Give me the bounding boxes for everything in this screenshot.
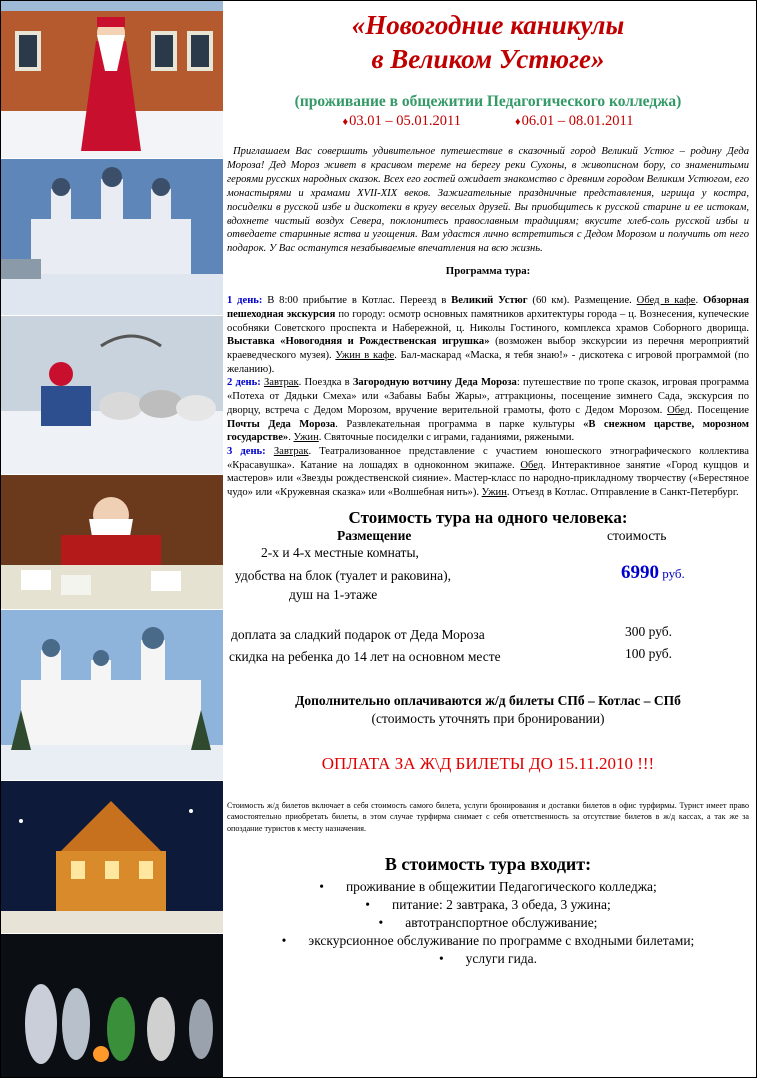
day-3-meal: Обед — [520, 459, 544, 471]
day-1-label: 1 день: — [227, 295, 263, 307]
day-3-meal: Завтрак — [273, 445, 309, 457]
additional-costs — [227, 692, 749, 728]
tour-subtitle: (проживание в общежитии Педагогического колледжа) — [294, 93, 682, 110]
day-1-text: (60 км). Размещение. — [527, 295, 637, 307]
day-3-label: 3 день: — [227, 445, 266, 457]
payment-deadline-notice: ОПЛАТА ЗА Ж\Д БИЛЕТЫ ДО 15.11.2010 !!! — [321, 753, 655, 773]
price-col-cost: стоимость — [607, 527, 667, 543]
day-1-meal: Ужин в кафе — [335, 350, 395, 362]
day-2-text: . — [288, 432, 294, 444]
day-1-highlight: Великий Устюг — [451, 295, 528, 307]
day-1-meal: Обед в кафе — [636, 295, 696, 307]
room-price-value: 6990 — [621, 561, 659, 583]
included-item: • услуги гида. — [227, 950, 749, 968]
tour-date-1: ♦ 03.01 – 05.01.2011 — [343, 113, 461, 130]
program-day-2 — [227, 376, 749, 445]
included-list — [227, 878, 749, 968]
extra-gift-label: доплата за сладкий подарок от Деда Мороза — [231, 626, 485, 642]
day-2-label: 2 день: — [227, 377, 261, 389]
room-price — [621, 562, 685, 584]
child-discount-price: 100 руб. — [625, 645, 673, 661]
day-2-highlight: «В снежном царстве, морозном государстве» — [227, 418, 749, 444]
day-1-highlight: Обзорная пешеходная экскурсия — [227, 295, 750, 320]
tour-dates — [227, 113, 749, 130]
ded-moroz-letters-photo — [1, 475, 223, 609]
additional-costs-line-1: Дополнительно оплачиваются ж/д билеты СПб – Котлас – СПб — [295, 692, 681, 708]
night-celebration-photo — [1, 934, 223, 1077]
day-1-text: . Бал-маскарад «Маска, я тебя знаю!» - дискотека с игровой программой (по желанию). — [227, 350, 749, 375]
price-heading: Стоимость тура на одного человека: — [348, 507, 628, 527]
day-2-text: . Посещение — [689, 404, 749, 416]
tour-title — [227, 8, 749, 76]
day-1-text: (возможен выбор экскурсии из перечня мероприятий краеведческого музея). — [227, 336, 749, 362]
day-2-text: : путешествие по тропе сказок, игровая программа «Потеха от Дядьки Смеха» или «Забавы Бабы Жары», аттракционы, посещение зимнего Сада, экскурсия по дворцу, встреча с Дедом Морозом, вручение верительной грамоты, фото с Дедом Морозом. — [227, 377, 749, 416]
day-1-text: по городу: осмотр основных памятников архитектуры города – ц. Вознесения, купеческие особняки Советского проспекта и Набережной, ц. Николы Гостиного, комплекса храмов Соборного дворища. — [227, 308, 749, 334]
room-description-line-1: 2-х и 4-х местные комнаты, — [261, 544, 419, 560]
tour-date-2: ♦ 06.01 – 08.01.2011 — [515, 113, 633, 130]
included-item: • экскурсионное обслуживание по программе с входными билетами; — [227, 932, 749, 950]
day-2-text: . Поездка в — [298, 377, 353, 389]
day-1-text: . — [695, 295, 703, 307]
additional-costs-line-2: (стоимость уточнять при бронировании) — [371, 710, 605, 726]
day-1-text: В 8:00 прибытие в Котлас. Переезд в — [262, 295, 452, 307]
ded-moroz-terem-photo — [1, 1, 223, 158]
day-3-text: . Интерактивное занятие «Город кущцов и мастеров» или «Звезды рождественской сияние». Мастер-класс по народно-прикладному творчеству («Берестяное чудо» или «Кружевная сказка» или «Волшебная нить»). — [227, 459, 749, 499]
included-item: • питание: 2 завтрака, 3 обеда, 3 ужина; — [227, 896, 749, 914]
price-table — [227, 528, 749, 674]
day-2-highlight: Загородную вотчину Деда Мороза — [352, 377, 517, 389]
ticket-fine-print: Стоимость ж/д билетов включает в себя стоимость самого билета, услуги бронирования и доставки билетов в офис турфирмы. Турист имеет право самостоятельно приобретать билеты, в этом случае турфирма снимает с себя ответственность за отсутствие билетов в ж/д кассах, а так же за опоздание туристов к месту назначения. — [227, 800, 749, 833]
day-2-text: . Святочные посиделки с играми, гаданиями, ряжеными. — [318, 432, 575, 444]
day-2-text: . Развлекательная программа в парке культуры — [335, 418, 584, 430]
day-2-meal: Обед — [667, 404, 690, 416]
day-2-meal: Ужин — [293, 432, 319, 444]
program-day-1 — [227, 294, 749, 376]
child-discount-label: скидка на ребенка до 14 лет на основном месте — [229, 648, 501, 664]
intro-paragraph: Приглашаем Вас совершить удивительное путешествие в сказочный город Великий Устюг – родину Деда Мороза! Дед Мороз живет в красивом тереме на берегу реки Сухоны, в живописном бору, со знаменитыми героями русских народных сказок. Всех его гостей ожидает знакомство с древним городом Великим Устюгом, его монастырями и храмами XVII-XIX веков. Зажигательные праздничные представления, игрища у костра, посиделки в русской избе и дискотеки в кругу веселых друзей. Вы приобщитесь к русской старине и ее истокам, вдохнете чистый воздух Севера, поклонитесь православным традициям; вкусите хлеб-соль русской избы и отведаете старинные яства и угощения. Вам удастся лично встретиться с Дедом Морозом и получить от него подарок. У Вас останутся незабываемые впечатления на всю жизнь. — [227, 146, 749, 255]
title-line-1: «Новогодние каникулы — [351, 10, 625, 40]
day-2-meal: Завтрак — [263, 377, 299, 389]
cathedral-winter-photo — [1, 159, 223, 315]
room-description-line-2: удобства на блок (туалет и раковина), — [235, 567, 451, 583]
photo-strip — [1, 1, 223, 1077]
terem-lights-photo — [1, 781, 223, 933]
included-item: • проживание в общежитии Педагогического колледжа; — [227, 878, 749, 896]
day-3-meal: Ужин — [481, 487, 507, 499]
brochure-content — [227, 1, 749, 1077]
extra-gift-price: 300 руб. — [625, 623, 673, 639]
room-price-currency: руб. — [659, 565, 685, 581]
monastery-photo — [1, 610, 223, 780]
room-description-line-3: душ на 1-этаже — [289, 586, 378, 602]
included-heading: В стоимость тура входит: — [384, 854, 592, 875]
included-item: • автотранспортное обслуживание; — [227, 914, 749, 932]
title-line-2: в Великом Устюге» — [371, 44, 605, 74]
day-2-highlight: Почты Деда Мороза — [227, 418, 336, 430]
day-1-highlight: Выставка «Новогодняя и Рождественская игрушка» — [227, 336, 490, 348]
price-col-accommodation: Размещение — [337, 527, 412, 543]
day-3-text: . Театрализованное представление с участием юношеского этнографического коллектива «Красавушка». Катание на лошадях в одноконном экипаже. — [227, 445, 749, 471]
program-heading: Программа тура: — [445, 265, 531, 278]
day-3-text: . Отъезд в Котлас. Отправление в Санкт-Петербург. — [506, 487, 739, 499]
program-day-3 — [227, 445, 749, 500]
troika-horses-photo — [1, 316, 223, 474]
